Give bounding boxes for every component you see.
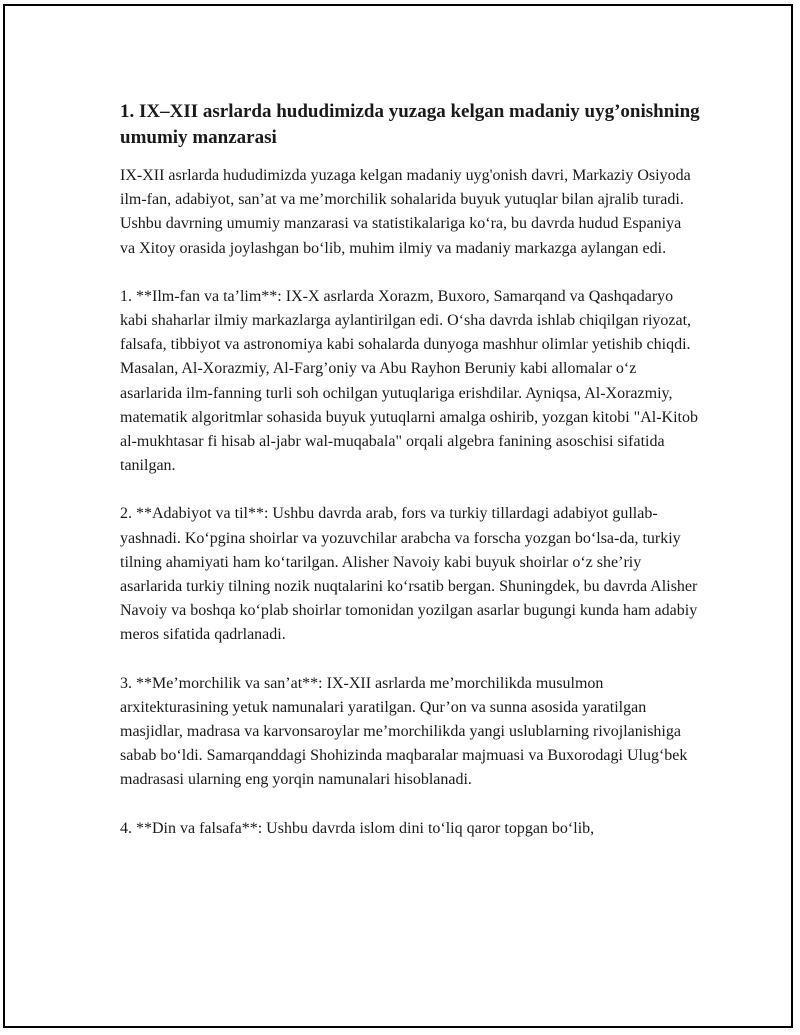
intro-paragraph: IX-XII asrlarda hududimizda yuzaga kelgan madaniy uyg'onish davri, Markaziy Osiyoda ilm-fan, adabiyot, san’at va me’morchilik sohalarida buyuk yutuqlar bilan ajralib turadi. Ushbu davrning umumiy manzarasi va statistikalariga ko‘ra, bu davrda hudud Espaniya va Xitoy orasida joylashgan bo‘lib, muhim ilmiy va madaniy markazga aylangan edi.	[120, 167, 691, 257]
paragraph-architecture: 3. **Me’morchilik va san’at**: IX-XII asrlarda me’morchilikda musulmon arxitekturasining yetuk namunalari yaratilgan. Qur’on va sunna asosida yaratilgan masjidlar, madrasa va karvonsaroylar me’morchilikda yangi uslublarning rivojlanishiga sabab bo‘ldi. Samarqanddagi Shohizinda maqbaralar majmuasi va Buxorodagi Ulug‘bek madrasasi ularning eng yorqin namunalari hisoblanadi.	[120, 674, 688, 789]
paragraph-science: 1. **Ilm-fan va ta’lim**: IX-X asrlarda Xorazm, Buxoro, Samarqand va Qashqadaryo kabi shaharlar ilmiy markazlarga aylantirilgan edi. O‘sha davrda ishlab chiqilgan riyozat, falsafa, tibbiyot va astronomiya kabi sohalarda dunyoga mashhur olimlar yetishib chiqdi. Masalan, Al-Xorazmiy, Al-Farg’oniy va Abu Rayhon Beruniy kabi allomalar o‘z asarlarida ilm-fanning turli soh ochilgan yutuqlariga erishdilar. Ayniqsa, Al-Xorazmiy, matematik algoritmlar sohasida buyuk yutuqlarni amalga oshirib, yozgan kitobi "Al-Kitob al-mukhtasar fi hisab al-jabr wal-muqabala" orqali algebra fanining asoschisi sifatida tanilgan.	[120, 287, 698, 475]
paragraph-literature: 2. **Adabiyot va til**: Ushbu davrda arab, fors va turkiy tillardagi adabiyot gullab-yashnadi. Ko‘pgina shoirlar va yozuvchilar arabcha va forscha yozgan bo‘lsa-da, turkiy tilning ahamiyati ham ko‘tarilgan. Alisher Navoiy kabi buyuk shoirlar o‘z she’riy asarlarida turkiy tilning nozik nuqtalarini ko‘rsatib bergan. Shuningdek, bu davrda Alisher Navoiy va boshqa ko‘plab shoirlar tomonidan yozilgan asarlar bugungi kunda ham adabiy meros sifatida qadrlanadi.	[120, 505, 698, 644]
paragraph-religion: 4. **Din va falsafa**: Ushbu davrda islom dini to‘liq qaror topgan bo‘lib,	[120, 819, 595, 837]
document-body	[120, 99, 700, 865]
section-title: 1. IX–XII asrlarda hududimizda yuzaga kelgan madaniy uyg’onishning umumiy manzarasi	[120, 101, 700, 148]
document-page	[3, 4, 793, 1028]
